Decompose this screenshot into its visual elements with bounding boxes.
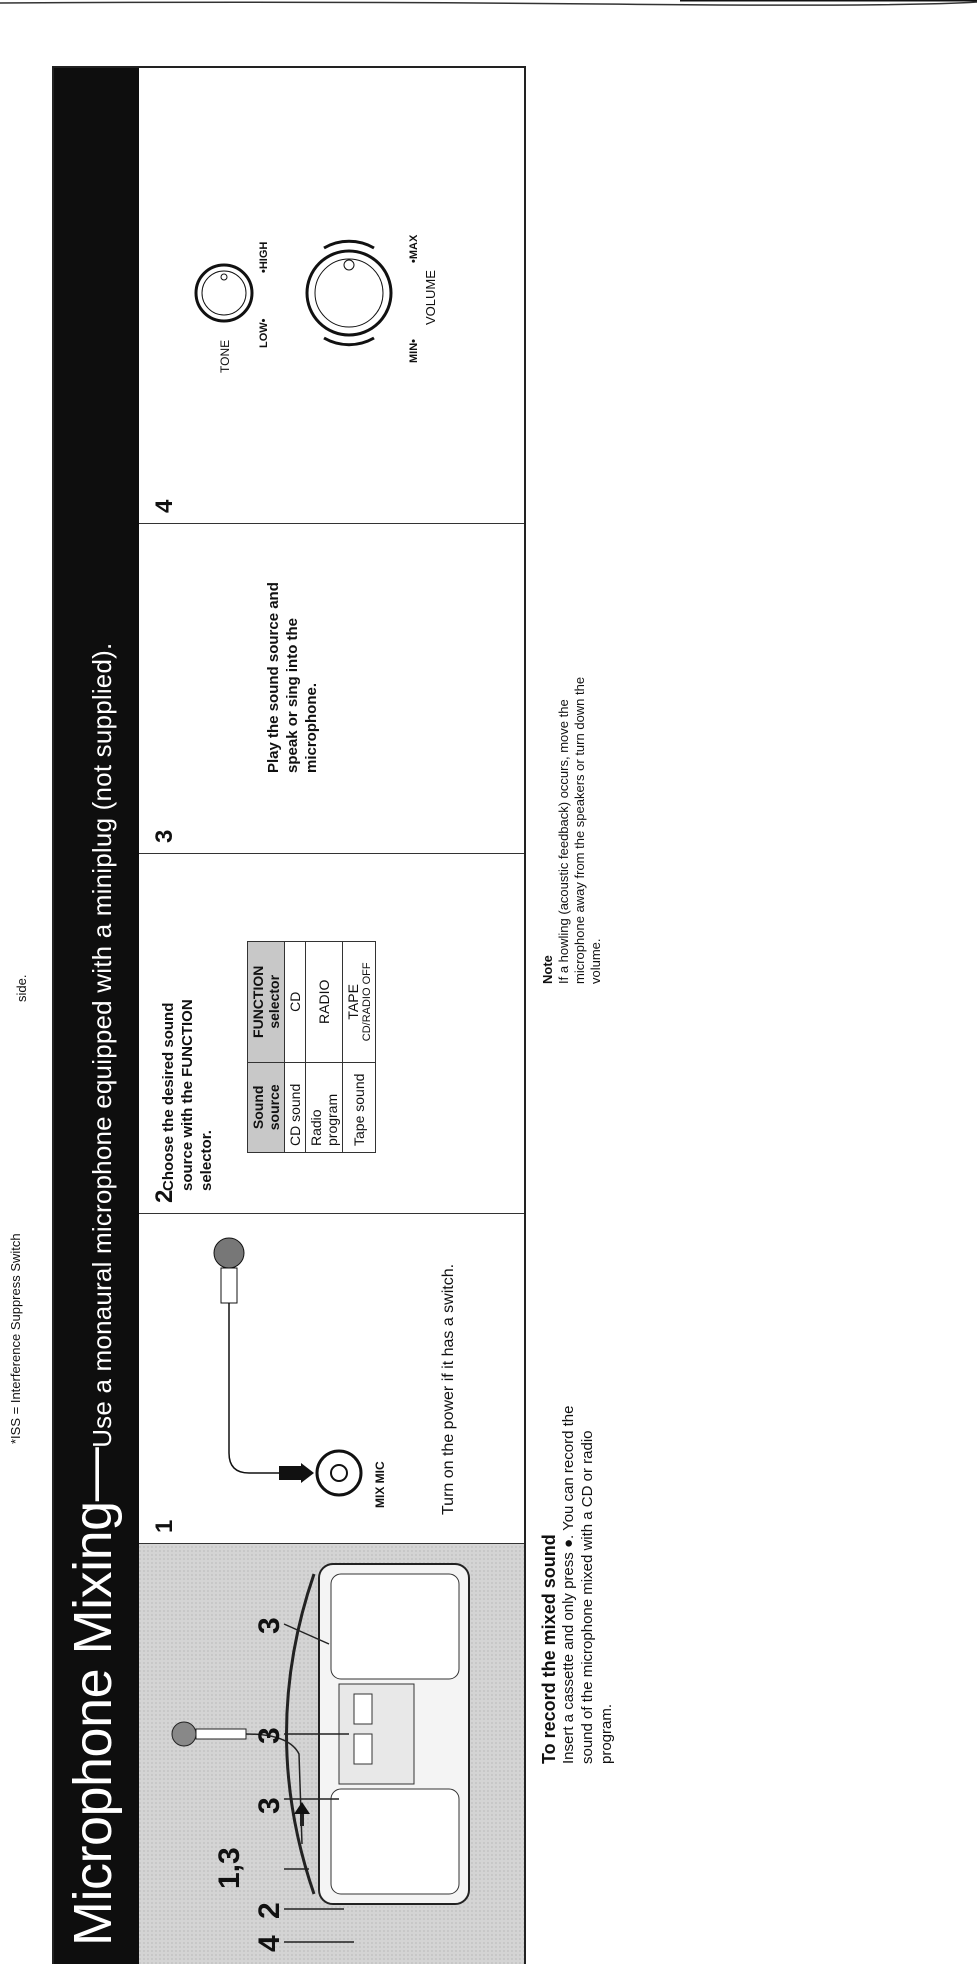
- cd-radio-cassette-illustration: [139, 1544, 524, 1964]
- step-3-number: 3: [151, 829, 178, 843]
- step-3-cell: [139, 523, 524, 854]
- step-2-text: Choose the desired sound source with the FUNCTION selector.: [160, 999, 215, 1191]
- tone-low-label: LOW•: [258, 318, 270, 348]
- callout-3a: 3: [253, 1797, 286, 1814]
- table-header-sound-source: Sound source: [248, 1062, 285, 1152]
- step-4-cell: [139, 67, 524, 524]
- step-1-cell: [139, 1213, 524, 1544]
- callout-3b: 3: [253, 1727, 286, 1744]
- microphone-mixing-panel: [52, 66, 526, 1964]
- selector-tape: TAPE: [345, 984, 361, 1020]
- callout-4: 4: [253, 1935, 286, 1952]
- function-selector-table: [247, 941, 376, 1153]
- selector-tape-sub: CD/RADIO OFF: [361, 962, 373, 1042]
- note-body: If a howling (acoustic feedback) occurs, move the microphone away from the speakers or turn down the volume.: [556, 676, 603, 984]
- volume-label: VOLUME: [423, 270, 438, 325]
- record-heading: To record the mixed sound: [539, 1534, 559, 1764]
- step-2-number: 2: [151, 1189, 178, 1203]
- volume-min-label: MIN•: [408, 338, 420, 363]
- mix-mic-label: MIX MIC: [373, 1461, 387, 1508]
- step-4-number: 4: [151, 499, 178, 513]
- table-row: [343, 942, 376, 1153]
- iss-footnote: *ISS = Interference Suppress Switch: [8, 1233, 23, 1444]
- title-bar: [54, 68, 139, 1964]
- side-text: side.: [14, 974, 29, 1002]
- table-header-function-selector: FUNCTION selector: [248, 942, 285, 1063]
- step-1-text: Turn on the power if it has a switch.: [440, 1263, 457, 1515]
- title-main: Microphone Mixing: [63, 1501, 123, 1946]
- table-cell-selector: RADIO: [306, 942, 343, 1063]
- stereo-unit-drawing: [139, 1544, 524, 1964]
- note-heading: Note: [540, 955, 555, 984]
- title-dash: —: [63, 1447, 123, 1502]
- table-row: [285, 942, 306, 1153]
- table-cell-selector: [343, 942, 376, 1063]
- step-2-cell: [139, 853, 524, 1214]
- record-section: [540, 1384, 616, 1764]
- page-title: [62, 643, 124, 1946]
- volume-max-label: •MAX: [408, 234, 420, 263]
- title-subtitle: Use a monaural microphone equipped with a miniplug (not supplied).: [87, 642, 117, 1448]
- table-cell-source: CD sound: [285, 1062, 306, 1152]
- record-body: Insert a cassette and only press ●. You can record the sound of the microphone mixed with a CD or radio program.: [560, 1405, 615, 1764]
- table-row: [306, 942, 343, 1153]
- microphone-jack-diagram: [209, 1223, 419, 1513]
- tone-volume-knobs: [169, 103, 499, 403]
- table-cell-source: Tape sound: [343, 1062, 376, 1152]
- step-3-text: Play the sound source and speak or sing into the microphone.: [265, 582, 320, 773]
- table-cell-selector: CD: [285, 942, 306, 1063]
- callout-2: 2: [253, 1902, 286, 1919]
- note-section: [540, 654, 604, 984]
- callout-1-3: 1,3: [213, 1847, 246, 1889]
- tone-label: TONE: [218, 339, 232, 373]
- step-1-number: 1: [151, 1519, 178, 1533]
- callout-3c: 3: [253, 1617, 286, 1634]
- tone-high-label: •HIGH: [258, 241, 270, 273]
- table-cell-source: Radio program: [306, 1062, 343, 1152]
- tone-knob-icon: [196, 265, 252, 321]
